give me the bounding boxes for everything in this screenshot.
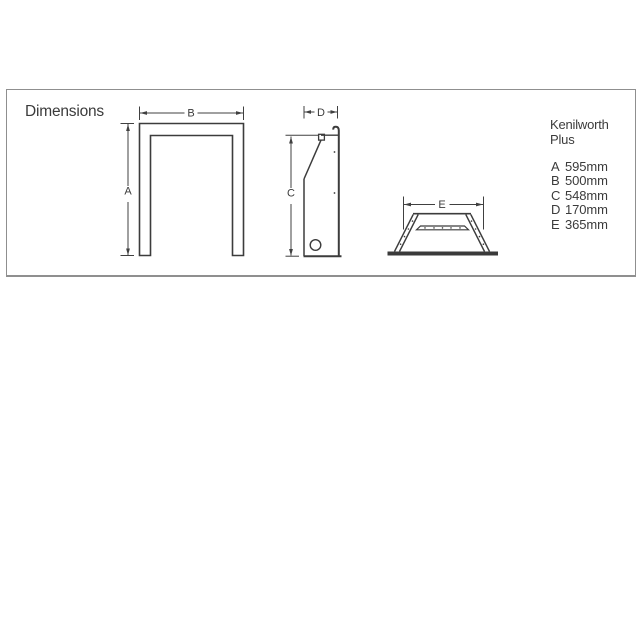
dim-label-b: B [187, 107, 195, 120]
dim-label-a: A [124, 185, 132, 198]
dimension-letter: C [551, 187, 561, 203]
dimension-letter: E [551, 216, 560, 232]
dimension-value: 365mm [565, 216, 608, 232]
product-name-line1: Kenilworth [550, 117, 609, 132]
dimension-row-a [551, 160, 608, 174]
panel-title: Dimensions [25, 103, 104, 120]
product-name-line2: Plus [550, 131, 575, 147]
dimension-value: 500mm [565, 173, 608, 189]
dimension-row-e [551, 218, 608, 232]
dim-label-e: E [438, 199, 446, 212]
product-name [550, 118, 609, 147]
dim-label-d: D [317, 106, 325, 119]
dimension-table [551, 160, 608, 232]
dimension-letter: B [551, 173, 560, 189]
dimension-value: 548mm [565, 187, 608, 203]
dimension-letter: D [551, 202, 561, 218]
dimension-row-b [551, 174, 608, 188]
dim-label-c: C [287, 187, 295, 200]
dimension-letter: A [551, 159, 560, 174]
dimension-row-c [551, 189, 608, 203]
dimension-value: 170mm [565, 202, 608, 218]
dimension-value: 595mm [565, 159, 608, 174]
dimension-row-d [551, 203, 608, 217]
